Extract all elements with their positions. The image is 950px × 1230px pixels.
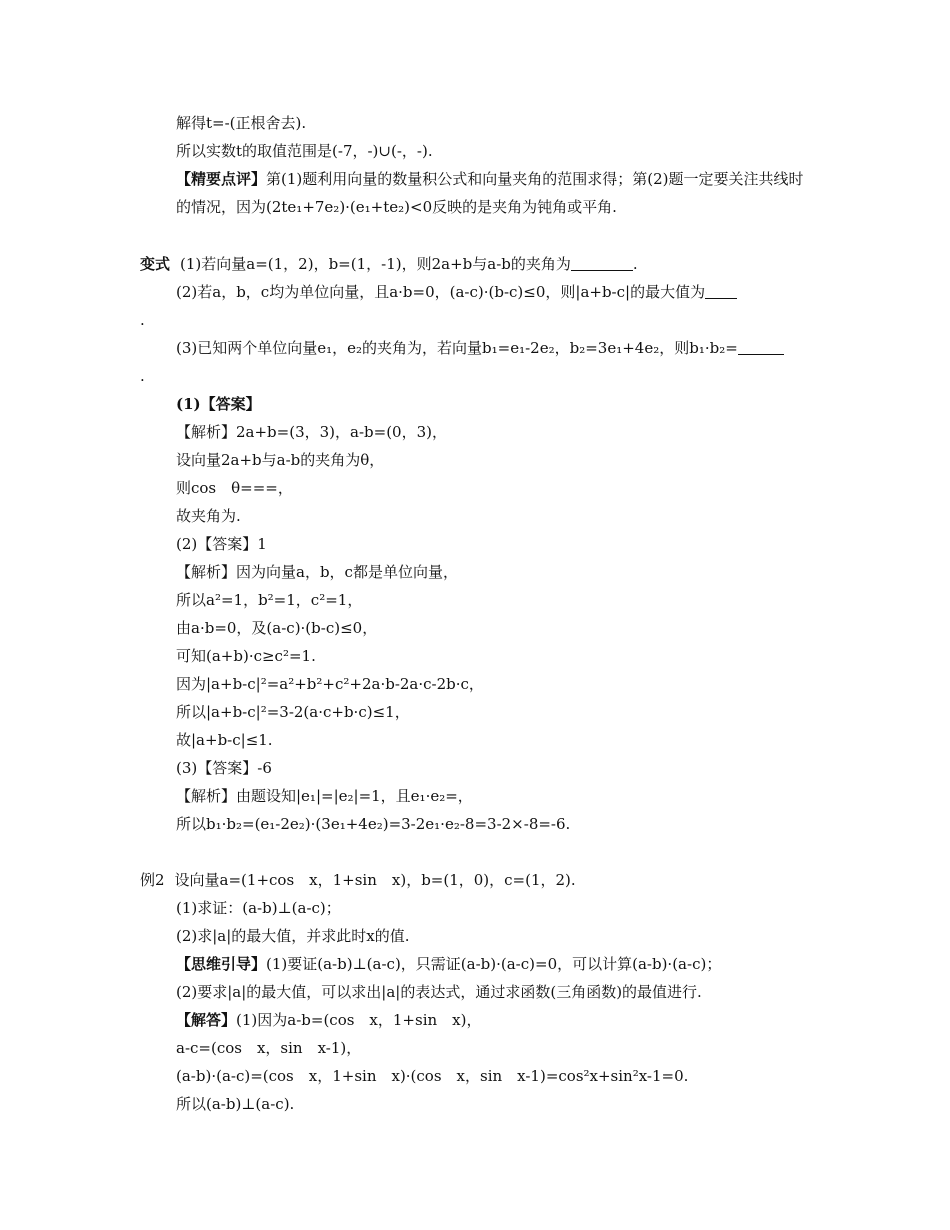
solution-line3: (a-b)·(a-c)=(cos x，1+sin x)·(cos x，sin x-1)=cos²x+sin²x-1=0. [176,1067,689,1085]
guide-line1: 【思维引导】(1)要证(a-b)⊥(a-c)，只需证(a-b)·(a-c)=0，可以计算(a-b)·(a-c)； [176,955,722,973]
analysis-3: 【解析】由题设知|e₁|=|e₂|=1，且e₁·e₂=， [176,787,473,805]
analysis-2-line2: 所以a²=1，b²=1，c²=1， [176,591,363,609]
analysis-2: 【解析】因为向量a，b，c都是单位向量， [176,563,458,581]
analysis-2-line4: 可知(a+b)·c≥c²=1. [176,647,316,665]
variant-q1: 变式 (1)若向量a=(1，2)，b=(1，-1)，则2a+b与a-b的夹角为 . [140,255,638,273]
analysis-2-line5: 因为|a+b-c|²=a²+b²+c²+2a·b-2a·c-2b·c， [176,675,484,693]
range-line: 所以实数t的取值范围是(-7，-)∪(-，-). [176,142,433,160]
solution-line4: 所以(a-b)⊥(a-c). [176,1095,295,1113]
answer-blank [705,284,737,299]
example2-q1: (1)求证：(a-b)⊥(a-c)； [176,899,341,917]
solution-label: 【解答】 [176,1011,237,1029]
comment-text: 第(1)题利用向量的数量积公式和向量夹角的范围求得；第(2)题一定要关注共线时的情况，因为(2te₁+7e₂)·(e₁+te₂)<0反映的是夹角为钝角或平角. [176,170,804,216]
comment-label: 【精要点评】 [176,170,267,188]
variant-q2-end: . [140,311,145,329]
answer-2-label: (2)【答案】1 [176,535,267,553]
example2-q2: (2)求|a|的最大值，并求此时x的值. [176,927,410,945]
analysis-1-line4: 故夹角为. [176,507,241,525]
variant-q2: (2)若a，b，c均为单位向量，且a·b=0，(a-c)·(b-c)≤0，则|a+b-c|的最大值为 [176,282,737,302]
analysis-1-line2: 设向量2a+b与a-b的夹角为θ， [176,451,385,469]
answer-blank [738,340,784,355]
analysis-2-line3: 由a·b=0，及(a-c)·(b-c)≤0， [176,619,378,637]
solution-line2: a-c=(cos x，sin x-1)， [176,1039,362,1057]
answer-1-label: (1)【答案】 [176,395,261,413]
variant-label: 变式 [140,255,171,273]
analysis-3-line2: 所以b₁·b₂=(e₁-2e₂)·(3e₁+4e₂)=3-2e₁·e₂-8=3-2×-8=-6. [176,815,571,833]
answer-blank [571,256,633,271]
guide-line2: (2)要求|a|的最大值，可以求出|a|的表达式，通过求函数(三角函数)的最值进行. [176,983,702,1001]
variant-q3: (3)已知两个单位向量e₁，e₂的夹角为，若向量b₁=e₁-2e₂，b₂=3e₁+4e₂，则b₁·b₂= [176,338,784,358]
comment-paragraph [176,165,816,221]
analysis-2-line6: 所以|a+b-c|²=3-2(a·c+b·c)≤1， [176,703,410,721]
analysis-2-line7: 故|a+b-c|≤1. [176,731,273,749]
example2-label: 例2 [140,871,165,889]
guide-label: 【思维引导】 [176,955,267,973]
solve-line: 解得t=-(正根舍去). [176,114,307,132]
analysis-1: 【解析】2a+b=(3，3)，a-b=(0，3)， [176,423,447,441]
solution-line1: 【解答】(1)因为a-b=(cos x，1+sin x)， [176,1011,482,1029]
variant-q3-end: . [140,367,145,385]
analysis-1-line3: 则cos θ===， [176,479,293,497]
answer-3-label: (3)【答案】-6 [176,759,272,777]
example2-stem: 例2 设向量a=(1+cos x，1+sin x)，b=(1，0)，c=(1，2). [140,871,576,889]
